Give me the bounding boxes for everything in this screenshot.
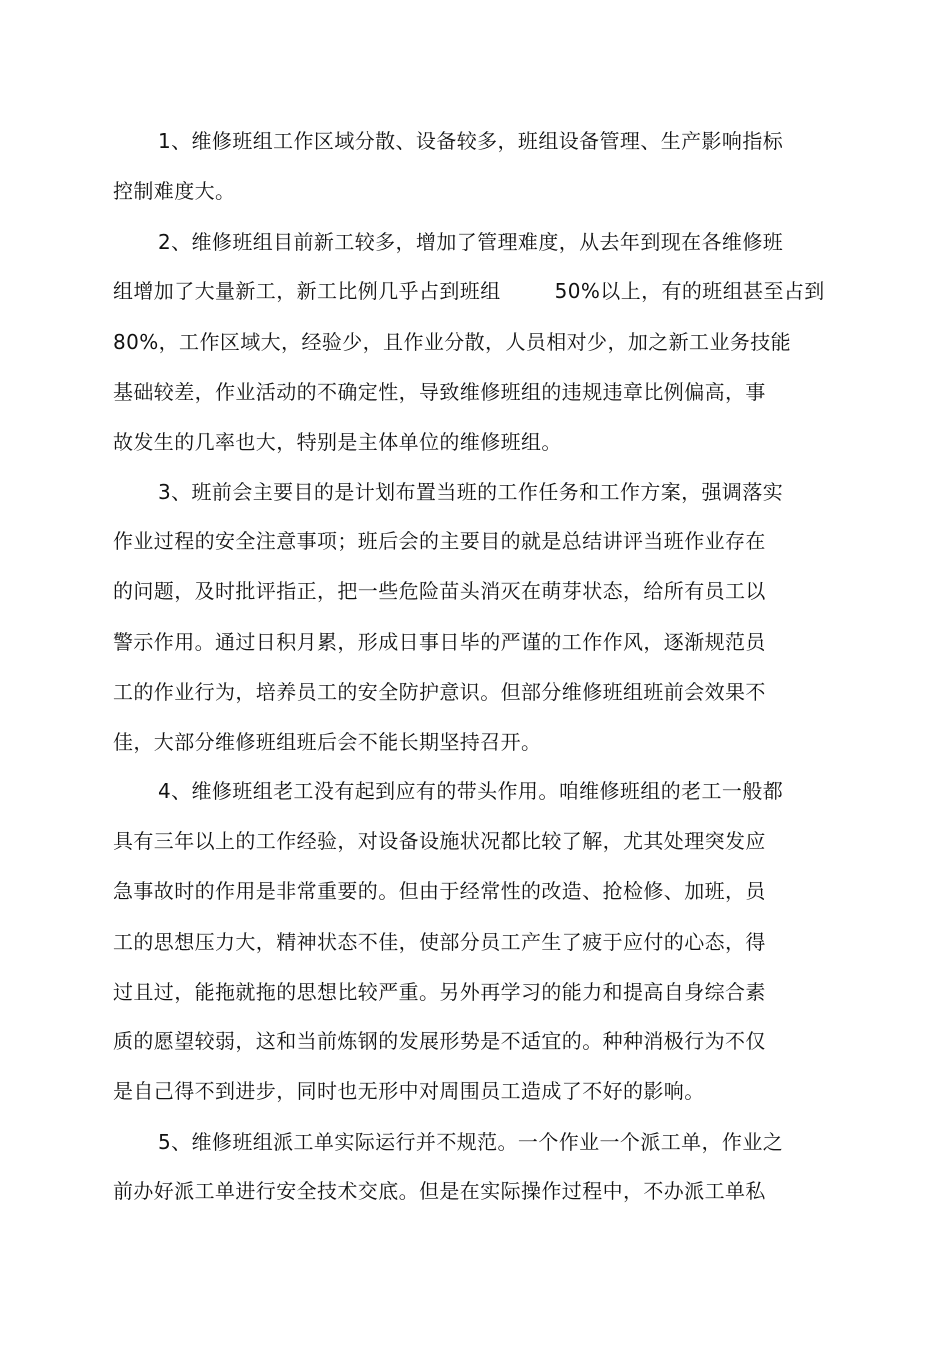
text-line: 具有三年以上的工作经验，对设备设施状况都比较了解，尤其处理突发应 [113, 829, 766, 853]
text-line: 的问题，及时批评指正，把一些危险苗头消灭在萌芽状态，给所有员工以 [113, 579, 766, 603]
text-line: 2、维修班组目前新工较多，增加了管理难度，从去年到现在各维修班 [158, 230, 784, 254]
text-line: 5、维修班组派工单实际运行并不规范。一个作业一个派工单，作业之 [158, 1130, 784, 1154]
text-line: 作业过程的安全注意事项；班后会的主要目的就是总结讲评当班作业存在 [113, 529, 766, 553]
text-line: 警示作用。通过日积月累，形成日事日毕的严谨的工作作风，逐渐规范员 [113, 630, 766, 654]
text-line: 过且过，能拖就拖的思想比较严重。另外再学习的能力和提高自身综合素 [113, 980, 766, 1004]
text-line: 4、维修班组老工没有起到应有的带头作用。咱维修班组的老工一般都 [158, 779, 784, 803]
text-line: 控制难度大。 [113, 179, 236, 203]
text-line: 工的思想压力大，精神状态不佳，使部分员工产生了疲于应付的心态，得 [113, 930, 766, 954]
text-line: 是自己得不到进步，同时也无形中对周围员工造成了不好的影响。 [113, 1079, 705, 1103]
text-line: 前办好派工单进行安全技术交底。但是在实际操作过程中，不办派工单私 [113, 1179, 766, 1203]
text-line: 3、班前会主要目的是计划布置当班的工作任务和工作方案，强调落实 [158, 480, 784, 504]
text-line: 故发生的几率也大，特别是主体单位的维修班组。 [113, 430, 562, 454]
text-line: 急事故时的作用是非常重要的。但由于经常性的改造、抢检修、加班，员 [113, 879, 766, 903]
text-line: 佳，大部分维修班组班后会不能长期坚持召开。 [113, 730, 542, 754]
text-line: 工的作业行为，培养员工的安全防护意识。但部分维修班组班前会效果不 [113, 680, 766, 704]
text-line: 1、维修班组工作区域分散、设备较多，班组设备管理、生产影响指标 [158, 129, 784, 153]
text-line: 基础较差，作业活动的不确定性，导致维修班组的违规违章比例偏高，事 [113, 380, 766, 404]
text-line: 80%，工作区域大，经验少，且作业分散，人员相对少，加之新工业务技能 [113, 330, 792, 354]
text-line: 质的愿望较弱，这和当前炼钢的发展形势是不适宜的。种种消极行为不仅 [113, 1029, 766, 1053]
text-line: 组增加了大量新工，新工比例几乎占到班组 50%以上，有的班组甚至占到 [113, 279, 825, 303]
